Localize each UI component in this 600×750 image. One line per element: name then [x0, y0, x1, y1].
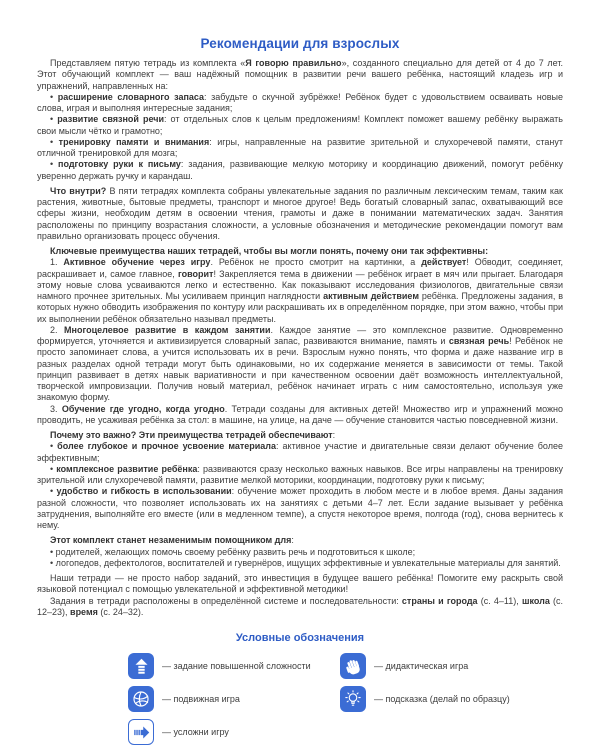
- paragraph: • более глубокое и прочное усвоение материала: активное участие и двигательные связи делают обучение более эффективным;: [37, 441, 564, 463]
- body-text: [37, 58, 563, 618]
- paragraph: • тренировку памяти и внимания: игры, направленные на развитие зрительной и слухоречевой памяти, станут отличной тренировкой для мозга;: [37, 136, 564, 158]
- page-title: Рекомендации для взрослых: [200, 36, 400, 51]
- paragraph: • родителей, желающих помочь своему ребёнку развить речь и подготовиться к школе;: [50, 546, 416, 557]
- legend-item-label: — подвижная игра: [162, 694, 240, 704]
- paragraph: • удобство и гибкость в использовании: обучение может проходить в любом месте и в любое время. Даны задания разной сложности, что позволяет использовать их на занятиях с детьми 4–7 лет. Если задание вызывает у ребёнка затруднения, выполняйте его вместе (или в медленном темпе), а спустя некоторое время, полгода (год), снова вернитесь к нему.: [37, 486, 563, 530]
- volleyball-icon: [128, 686, 154, 712]
- legend-item-label: — усложни игру: [162, 727, 229, 737]
- legend-item: [340, 653, 580, 679]
- paragraph: • логопедов, дефектологов, воспитателей и гувернёров, ищущих эффективные и увлекательные материалы для занятий.: [50, 557, 561, 568]
- paragraph: 1. Активное обучение через игру. Ребёнок не просто смотрит на картинки, а действует! Обводит, соединяет, раскрашивает и, самое главное, говорит! Закрепляется тема в движении — ребёнок играет в мяч или прыгает. Благодаря этому новые слова усваиваются легко и естественно. Как показывают исследования физиологов, двигательные связи намного прочнее зрительных. Мы усиливаем принцип наглядности активным действием ребёнка. Предложены задания, в которых нужно обводить изображения по контуру или раскрашивать их в определённом порядке, при этом важно, чтобы при их выполнении ребёнок обязательно называл предметы.: [37, 257, 564, 324]
- paragraph: Наши тетради — не просто набор заданий, это инвестиция в будущее вашего ребёнка! Помогите ему раскрыть свой языковой потенциал с помощью увлекательной и эффективной методики!: [37, 573, 563, 595]
- legend-item: [128, 719, 340, 745]
- paragraph: Что внутри? В пяти тетрадях комплекта собраны увлекательные задания по различным лексическим темам, таким как растения, животные, бытовые предметы, транспорт и многое другое! Ведь богатый словарный запас, охватывающий все сферы жизни, необходим детям в освоении чтения, грамоты и даже в понимании математических задач. Занятия расположены по принципу возрастания сложности, а условные обозначения и методические рекомендации помогут вам правильно организовать процесс обучения.: [37, 185, 563, 241]
- paragraph: Почему это важно? Эти преимущества тетрадей обеспечивают:: [50, 430, 336, 440]
- legend-item: [128, 686, 340, 712]
- hand-icon: [340, 653, 366, 679]
- legend-title: Условные обозначения: [235, 632, 365, 644]
- paragraph: Представляем пятую тетрадь из комплекта «Я говорю правильно», созданного специально для детей от 4 до 7 лет. Этот обучающий комплект — ваш надёжный помощник в развитии речи вашего ребёнка, настоящий кладезь игр и упражнений, направленных на:: [37, 58, 564, 91]
- forward-arrow-icon: [128, 719, 154, 745]
- legend-item: [128, 653, 340, 679]
- paragraph: • комплексное развитие ребёнка: развиваются сразу несколько важных навыков. Все игры направлены на тренировку зрительной или слухоречевой памяти, развитие мелкой моторики, координации, подготовку руки к письму;: [37, 463, 563, 485]
- legend-section: [0, 653, 600, 750]
- lightbulb-icon: [340, 686, 366, 712]
- paragraph: • расширение словарного запаса: забудьте о скучной зубрёжке! Ребёнок будет с удовольствием осваивать новые слова, играя и выполняя интересные задания;: [37, 91, 563, 113]
- paragraph: Этот комплект станет незаменимым помощником для:: [50, 535, 294, 546]
- legend-column-right: [340, 653, 580, 750]
- paragraph: Ключевые преимущества наших тетрадей, чтобы вы могли понять, почему они так эффективны:: [50, 246, 489, 256]
- legend-column-left: [128, 653, 340, 750]
- legend-item-label: — подсказка (делай по образцу): [374, 694, 510, 704]
- paragraph: 3. Обучение где угодно, когда угодно. Тетради созданы для активных детей! Множество игр и упражнений можно проводить, не усаживая ребёнка за стол: в машине, на улице, на даче — обучение становится частью повседневной жизни.: [37, 403, 563, 425]
- legend-item: [340, 686, 580, 712]
- paragraph: • развитие связной речи: от отдельных слов к целым предложениям! Комплект поможет вашему ребёнку выражать свои мысли чётко и грамотно;: [37, 114, 563, 136]
- legend-item-label: — дидактическая игра: [374, 661, 469, 671]
- legend-item-label: — задание повышенной сложности: [162, 661, 311, 671]
- up-arrow-icon: [128, 653, 154, 679]
- paragraph: Задания в тетради расположены в определённой системе и последовательности: страны и города (с. 4–11), школа (с. 12–23), время (с. 24–32).: [37, 595, 564, 617]
- paragraph: 2. Многоцелевое развитие в каждом занятии. Каждое занятие — это комплексное развитие. Одновременно формируется, уточняется и активизируется словарный запас, развиваются внимание, память и связная речь! Ребёнок не просто запоминает слова, а учится использовать их в речи. Взрослым нужно понять, что форма и даже название игр в разных разделах одной тетради могут быть одинаковыми, но их содержание меняется в зависимости от темы. Такой принцип развивает в детях навык вариативности и при качественном освоении даёт возможность интеллектуальной, творческой импровизации. Получив новый материал, ребёнок начинает играть с ним самостоятельно, используя уже знакомую форму.: [37, 324, 564, 403]
- paragraph: • подготовку руки к письму: задания, развивающие мелкую моторику и координацию движений, помогут ребёнку уверенно держать ручку и карандаш.: [37, 159, 563, 181]
